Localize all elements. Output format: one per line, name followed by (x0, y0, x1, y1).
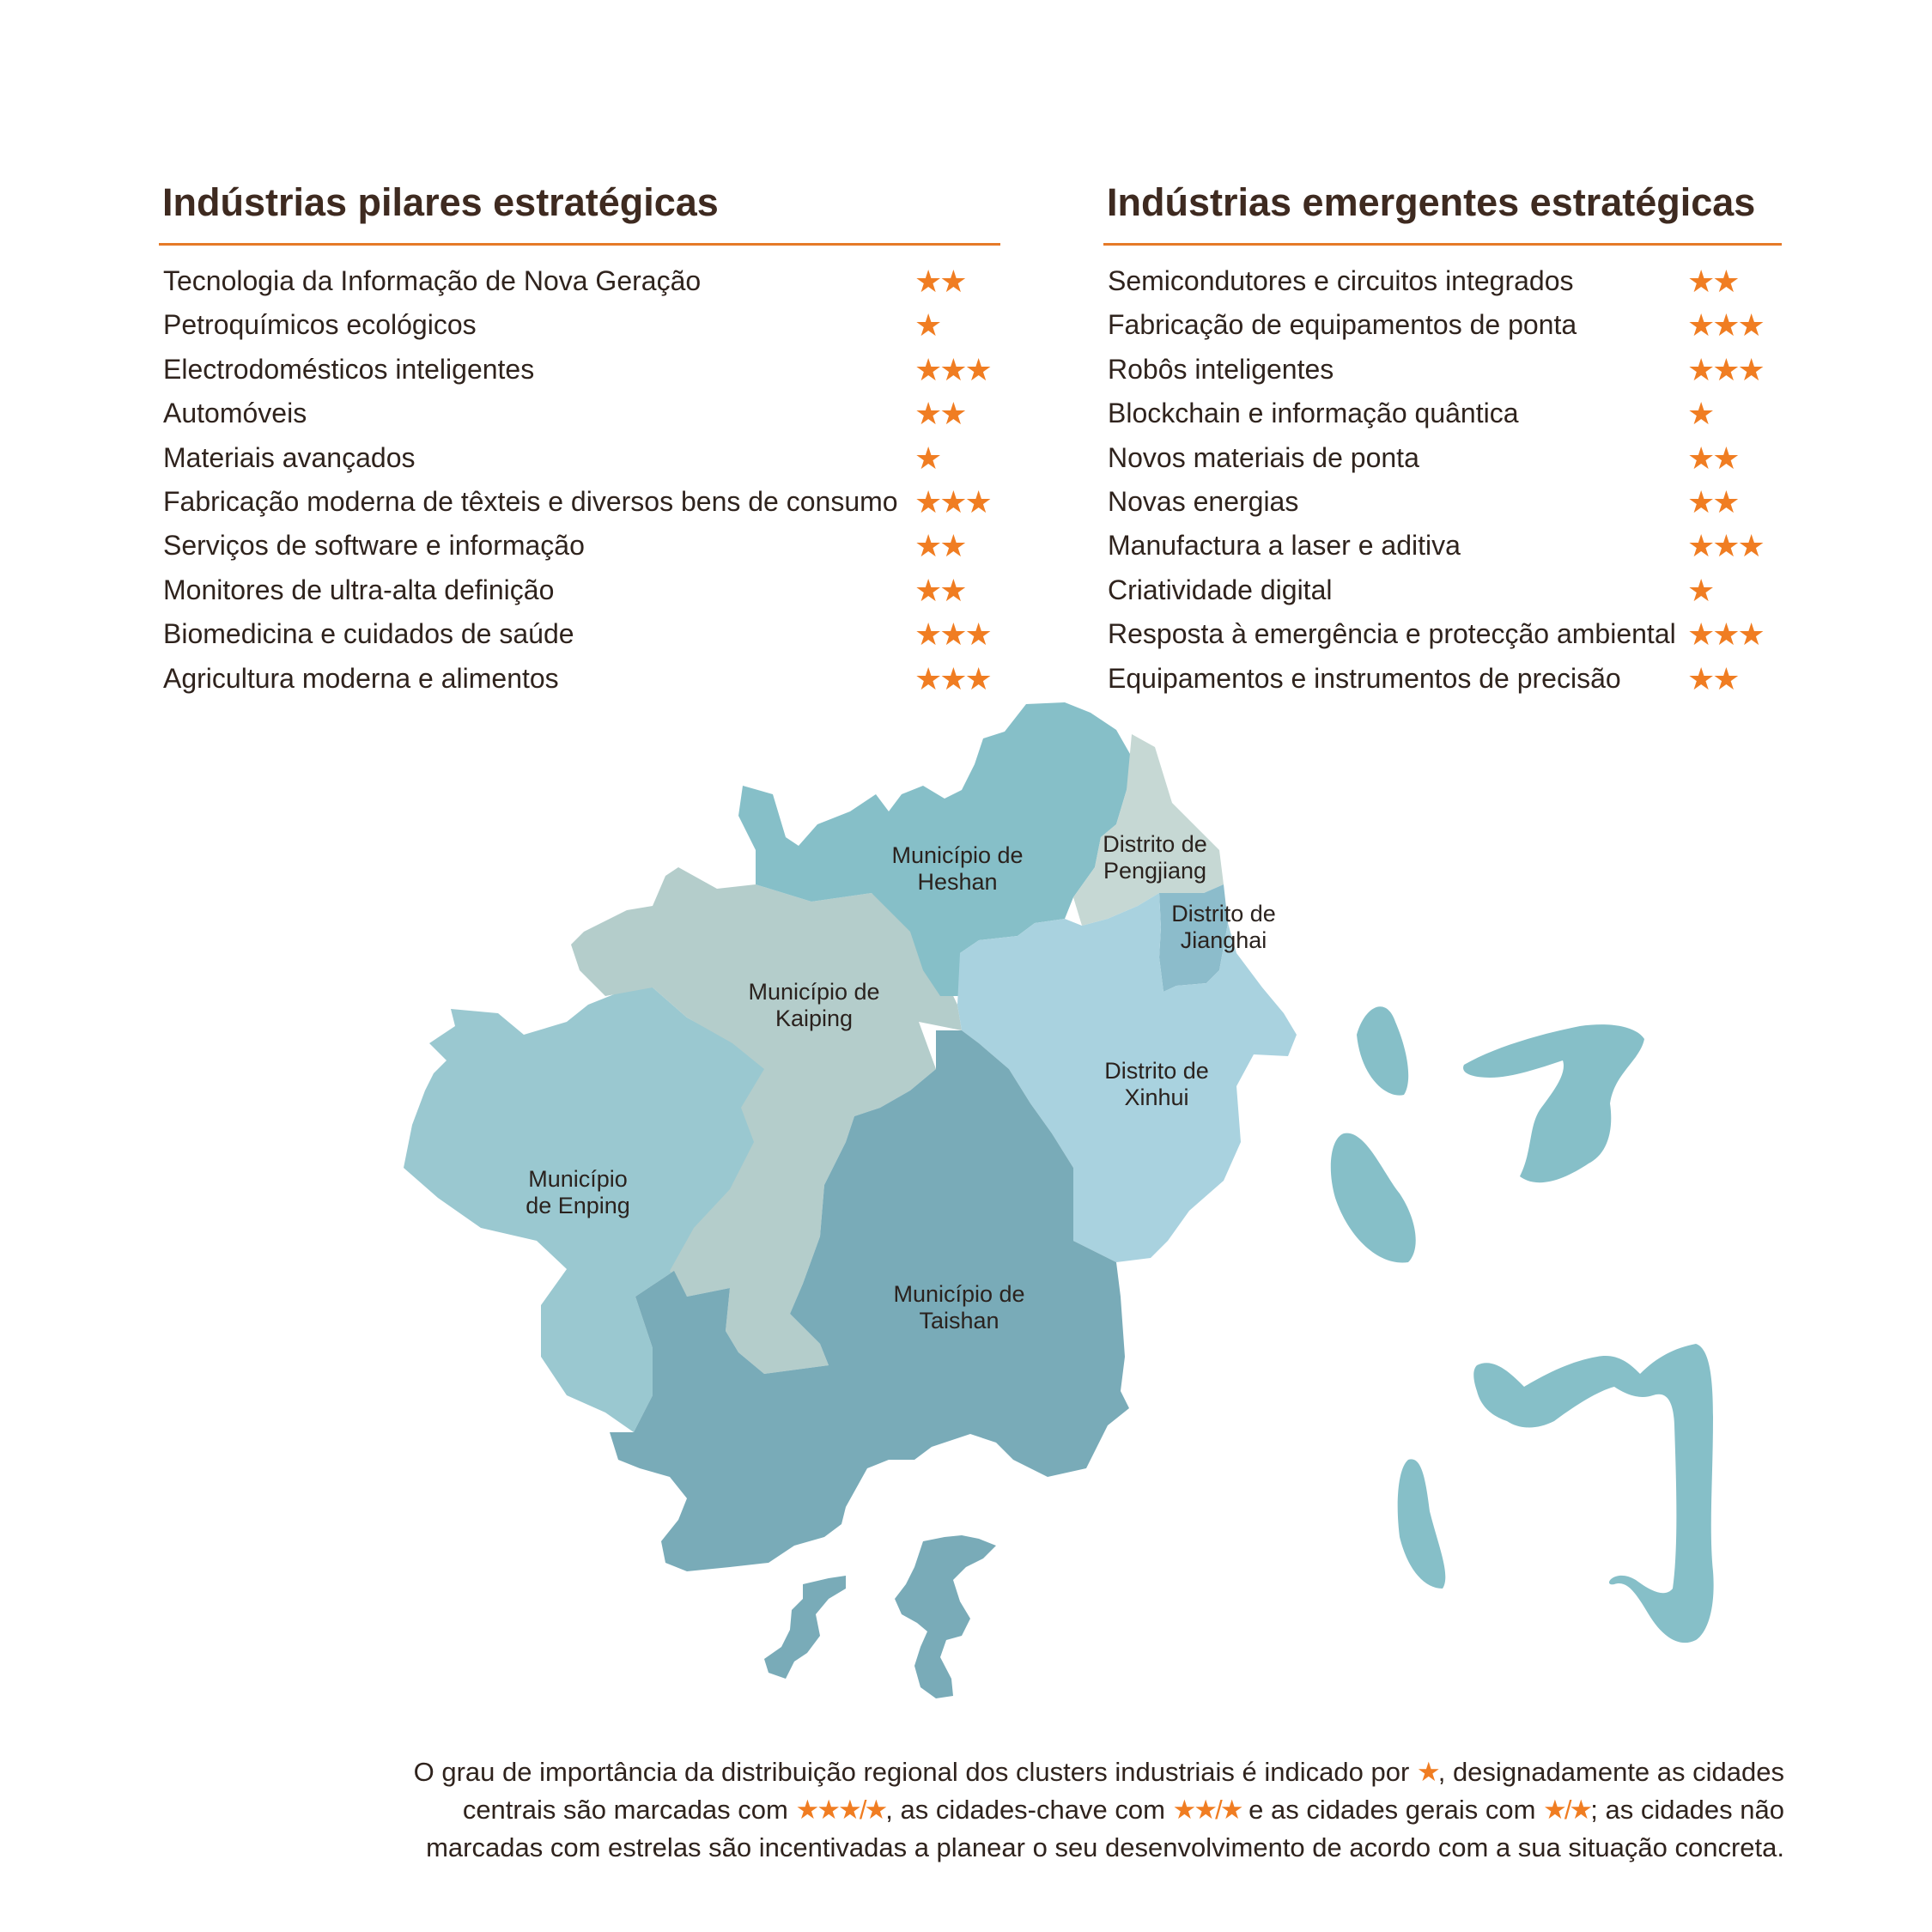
glyph-gate-stroke (1473, 1344, 1713, 1643)
label-line: de Enping (526, 1193, 630, 1218)
glyph-dot-upper (1357, 1006, 1408, 1095)
label-line: Distrito de (1104, 1058, 1209, 1084)
island-east (895, 1535, 996, 1698)
star-rating: ★★ (1687, 264, 1738, 299)
label-enping (526, 1166, 630, 1218)
legend-note (258, 1753, 1784, 1867)
label-line: Município (528, 1166, 628, 1192)
industry-label: Novos materiais de ponta (1108, 441, 1419, 473)
emerging-industries-title: Indústrias emergentes estratégicas (1103, 176, 1782, 246)
industry-label: Electrodomésticos inteligentes (163, 353, 535, 385)
label-line: Heshan (917, 869, 998, 895)
star-icon: ★ (1416, 1757, 1438, 1787)
industry-label: Tecnologia da Informação de Nova Geração (163, 265, 702, 296)
label-line: Jianghai (1180, 927, 1267, 953)
star-rating: ★★ (914, 396, 965, 432)
star-rating: ★★★ (914, 351, 990, 387)
glyph-dot-middle (1331, 1133, 1416, 1263)
star-icon: ★★/★ (1172, 1795, 1242, 1825)
pillar-industries-title: Indústrias pilares estratégicas (159, 176, 1000, 246)
label-line: Taishan (919, 1308, 999, 1334)
industry-label: Fabricação moderna de têxteis e diversos bens de consumo (163, 485, 898, 517)
label-line: Kaiping (775, 1005, 854, 1031)
label-line: Distrito de (1171, 901, 1276, 927)
industry-label: Robôs inteligentes (1108, 353, 1334, 385)
star-rating: ★★ (1687, 440, 1738, 476)
label-line: Distrito de (1103, 831, 1207, 857)
star-rating: ★★ (914, 264, 965, 299)
industry-label: Blockchain e informação quântica (1108, 398, 1519, 429)
star-rating: ★ (914, 307, 940, 343)
industry-label: Serviços de software e informação (163, 530, 585, 562)
glyph-upper-stroke (1463, 1024, 1644, 1182)
industry-label: Fabricação de equipamentos de ponta (1108, 309, 1577, 341)
star-rating: ★★★ (1687, 307, 1763, 343)
industry-label: Novas energias (1108, 485, 1299, 517)
star-rating: ★★★ (914, 483, 990, 519)
industry-label: Petroquímicos ecológicos (163, 309, 477, 341)
star-rating: ★★★ (1687, 351, 1763, 387)
note-line-1 (258, 1753, 1784, 1791)
label-line: Município de (893, 1281, 1025, 1307)
industry-label: Criatividade digital (1108, 574, 1333, 605)
note-text: ; as cidades não (1590, 1795, 1784, 1825)
island-west (764, 1576, 846, 1679)
star-rating: ★ (1687, 572, 1713, 608)
star-rating: ★★ (1687, 660, 1738, 696)
industry-label: Agricultura moderna e alimentos (163, 662, 559, 694)
industry-label: Resposta à emergência e protecção ambiental (1108, 618, 1676, 650)
label-line: Pengjiang (1103, 858, 1207, 884)
note-text: centrais são marcadas com (462, 1795, 796, 1825)
industry-label: Materiais avançados (163, 441, 416, 473)
star-rating: ★★★ (914, 660, 990, 696)
star-rating: ★★★ (1687, 528, 1763, 564)
industry-label: Equipamentos e instrumentos de precisão (1108, 662, 1621, 694)
note-text: O grau de importância da distribuição regional dos clusters industriais é indicado por (413, 1757, 1417, 1787)
note-text: , designadamente as cidades (1437, 1757, 1784, 1787)
star-rating: ★★★ (1687, 617, 1763, 653)
industry-label: Automóveis (163, 398, 307, 429)
industry-label: Biomedicina e cuidados de saúde (163, 618, 574, 650)
star-rating: ★★ (914, 528, 965, 564)
label-line: Município de (748, 979, 880, 1005)
label-jianghai (1171, 901, 1276, 953)
glyph-dot-lower (1398, 1459, 1446, 1589)
industry-label: Manufactura a laser e aditiva (1108, 530, 1461, 562)
note-line-2 (258, 1791, 1784, 1829)
star-rating: ★ (1687, 396, 1713, 432)
star-rating: ★★★ (914, 617, 990, 653)
industry-label: Semicondutores e circuitos integrados (1108, 265, 1574, 296)
label-line: Xinhui (1124, 1084, 1189, 1110)
note-text: , as cidades-chave com (885, 1795, 1173, 1825)
label-pengjiang (1103, 831, 1207, 884)
label-line: Município de (891, 842, 1024, 868)
star-rating: ★ (914, 440, 940, 476)
star-rating: ★★ (914, 572, 965, 608)
star-icon: ★★★/★ (795, 1795, 886, 1825)
note-line-3: marcadas com estrelas são incentivadas a planear o seu desenvolvimento de acordo com a sua situação concreta. (426, 1832, 1784, 1862)
note-text: e as cidades gerais com (1241, 1795, 1544, 1825)
star-rating: ★★ (1687, 483, 1738, 519)
industry-label: Monitores de ultra-alta definição (163, 574, 555, 605)
star-icon: ★/★ (1543, 1795, 1591, 1825)
